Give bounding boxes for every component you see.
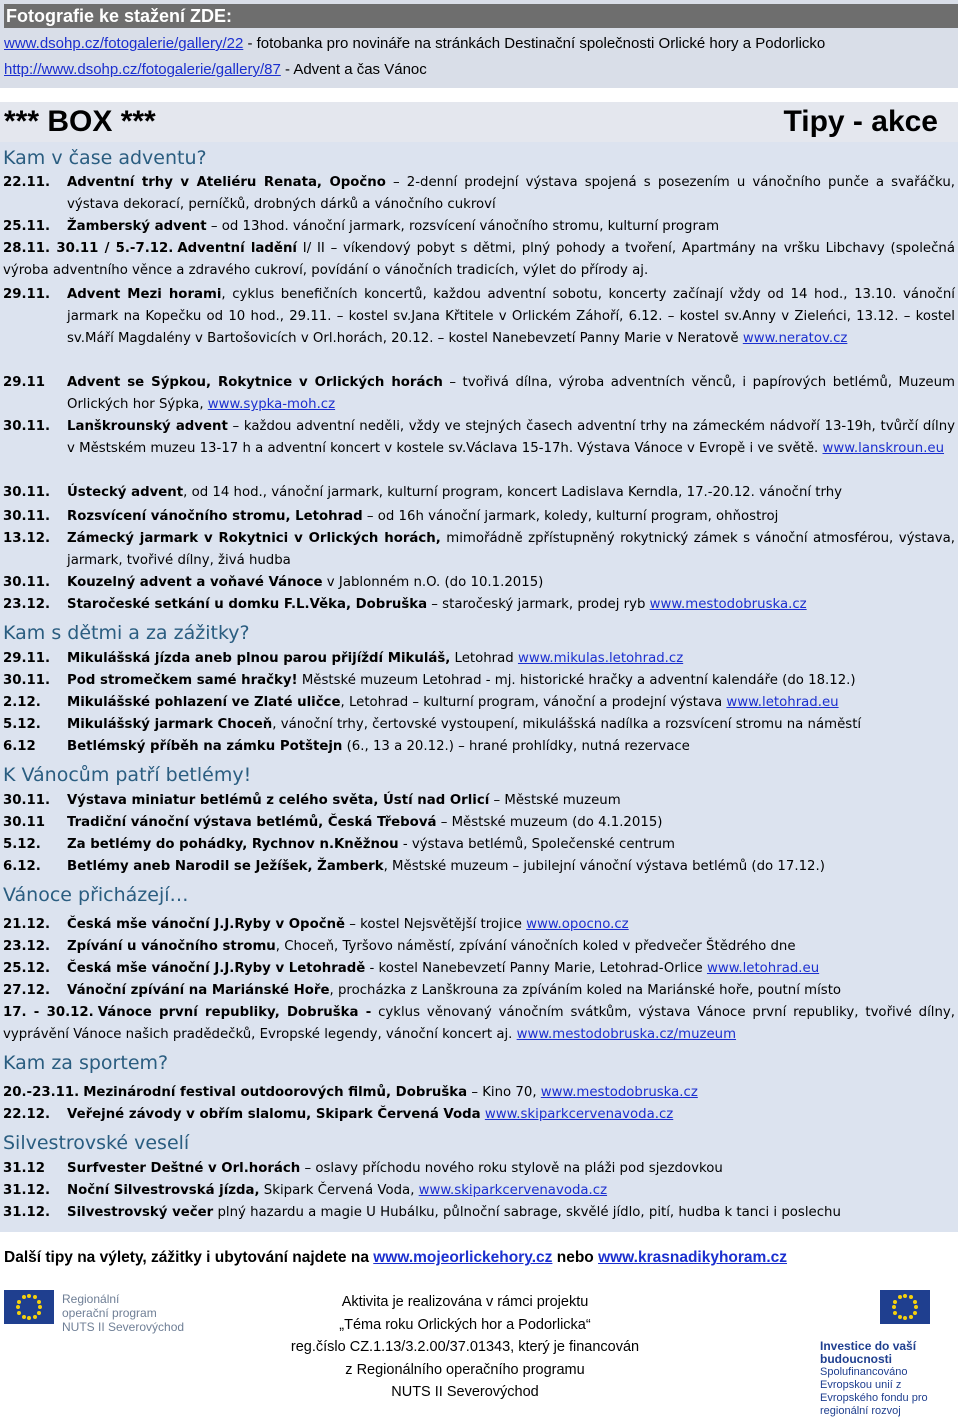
event-item [3,528,955,572]
event-text [67,528,955,572]
event-title: Mikulášská jízda aneb plnou parou přijíždí Mikuláš, [67,651,451,666]
eu-star-icon [33,1315,37,1319]
event-text [67,692,955,714]
event-description: – každou adventní neděli, vždy ve stejných časech adventní trhy na zámeckém nádvoří 13-19h, tvůrčí dílny v Městském muzeu 13-17 h a adventní koncert v kostele sv.Václava 15-17h. Výstava Vánoce v Evropě i ve světě. [67,419,955,456]
event-date: 23.12. [3,939,51,954]
event-date: 30.11. [3,793,51,808]
event-item [3,980,955,1002]
event-date: 21.12. [3,917,51,932]
project-line-2: „Téma roku Orlických hor a Podorlicka“ [339,1316,591,1333]
event-text [3,1002,955,1046]
event-item [3,1180,955,1202]
event-text [67,980,955,1002]
event-text [3,1082,955,1104]
event-item [3,482,955,504]
eu-star-icon [909,1295,913,1299]
event-item [3,594,955,616]
event-date: 6.12. [3,859,41,874]
event-title: Mikulášský jarmark Choceň [67,717,273,732]
event-title: Lanškrounský advent [67,419,228,434]
more-tips-mid: nebo [552,1249,599,1266]
event-item [3,1104,955,1126]
event-item [3,834,955,856]
event-title: Žamberský advent [67,219,207,234]
eu-star-icon [22,1295,26,1299]
event-item [3,506,955,528]
event-item [3,1202,955,1224]
event-link[interactable]: www.skiparkcervenavoda.cz [484,1107,674,1122]
event-text [67,1158,955,1180]
event-title: Rozsvícení vánočního stromu, Letohrad [67,509,363,524]
event-title: Česká mše vánoční J.J.Ryby v Opočně [67,917,346,932]
eu-star-icon [893,1311,897,1315]
event-text [67,1104,955,1126]
event-item [3,856,955,878]
event-description: - kostel Nanebevzetí Panny Marie, Letohrad-Orlice [365,961,707,976]
event-link[interactable]: www.sypka-moh.cz [207,397,336,412]
eu-star-icon [38,1305,42,1309]
event-date: 30.11. [3,575,51,590]
event-text [67,958,955,980]
tipy-title: Tipy - akce [783,105,938,138]
event-title: Vánoční zpívání na Mariánské Hoře [67,983,330,998]
event-description: – Městské muzeum [489,793,621,808]
event-description: , Letohrad – kulturní program, vánoční a prodejní výstava [340,695,727,710]
event-title: Betlémský příběh na zámku Potštejn [67,739,343,754]
event-item [3,238,955,282]
section-title: Kam s dětmi a za zážitky? [3,622,250,644]
event-title: Pod stromečkem samé hračky! [67,673,298,688]
event-item [3,936,955,958]
event-item [3,914,955,936]
event-description: mimořádně zpřístupněný rokytnický zámek s vánoční atmosférou, výstava, jarmark, tvořivé dílny, živá hudba [67,531,955,568]
event-item [3,692,955,714]
event-title: Surfvester Deštné v Orl.horách [67,1161,301,1176]
event-date: 25.12. [3,961,51,976]
more-tips-line [4,1247,787,1269]
event-item [3,172,955,216]
event-date: 13.12. [3,531,51,546]
eu-flag-left-logo [4,1290,54,1324]
event-title: Za betlémy do pohádky, Rychnov n.Kněžnou [67,837,399,852]
event-item [3,670,955,692]
event-description: – Kino 70, [467,1085,541,1100]
rop-logo-text [62,1292,184,1334]
eu-star-icon [898,1315,902,1319]
photo-link-2[interactable]: http://www.dsohp.cz/fotogalerie/gallery/87 [4,61,281,78]
event-title: Mezinárodní festival outdoorových filmů, Dobruška [83,1085,468,1100]
event-text [67,834,955,856]
eu-slogan: Investice do vaší budoucnosti [820,1339,917,1366]
eu-star-icon [27,1294,31,1298]
photo-text-1: - fotobanka pro novináře na stránkách Destinační společnosti Orlické hory a Podorlicko [243,35,826,52]
eu-star-icon [898,1295,902,1299]
event-date: 27.12. [3,983,51,998]
event-link[interactable]: www.letohrad.eu [726,695,839,710]
event-description: – 2-denní prodejní výstava spojená s posezením u vánočního punče a svařáčku, výstava dekorací, perníčků, drobných dárků a vánočního cukroví [67,175,955,212]
event-link[interactable]: www.skiparkcervenavoda.cz [418,1183,608,1198]
eu-star-icon [17,1300,21,1304]
event-title: Advent Mezi horami [67,287,222,302]
eu-flag-right-logo [880,1290,930,1324]
event-date: 22.12. [3,1107,51,1122]
event-title: Silvestrovský večer [67,1205,214,1220]
event-text [67,594,955,616]
event-item [3,216,955,238]
eu-star-icon [913,1300,917,1304]
eu-star-icon [892,1305,896,1309]
event-title: Betlémy aneb Narodil se Ježíšek, Žamberk [67,859,384,874]
event-title: Vánoce první republiky, Dobruška - [97,1005,372,1020]
event-text [67,936,955,958]
event-title: Tradiční vánoční výstava betlémů, Česká Třebová [67,815,437,830]
section-title: Silvestrovské veselí [3,1132,190,1154]
photo-heading: Fotografie ke stažení ZDE: [4,4,958,28]
event-description: , cyklus benefičních koncertů, každou adventní sobotu, koncerty začínají vždy od 14 hod., 13.10. vánoční jarmark na Kopečku od 10 hod., 29.11. – kostel sv.Jana Křtitele v Orlickém Záhoří, 6.12. – kostel sv.Anny v Zieleńci, 13.12. – kostel sv.Máří Magdalény v Bartošovicích v Orl.horách, 20.12. – kostel Nanebevzetí Panny Marie v Neratově [67,287,955,346]
eu-star-icon [37,1300,41,1304]
event-date: 31.12. [3,1183,51,1198]
event-date: 31.12 [3,1161,46,1176]
eu-star-icon [16,1305,20,1309]
event-item [3,416,955,460]
event-text [67,790,955,812]
event-date: 29.11. [3,651,51,666]
event-title: Adventní trhy v Ateliéru Renata, Opočno [67,175,386,190]
eu-star-icon [914,1305,918,1309]
event-title: Kouzelný advent a voňavé Vánoce [67,575,323,590]
event-text [67,284,955,350]
eu-star-icon [893,1300,897,1304]
event-title: Veřejné závody v obřím slalomu, Skipark Červená Voda [67,1107,481,1122]
event-date: 5.12. [3,837,41,852]
event-title: Ústecký advent [67,485,184,500]
event-text [67,506,955,528]
event-title: Noční Silvestrovská jízda, [67,1183,260,1198]
event-description: – od 16h vánoční jarmark, koledy, kulturní program, ohňostroj [362,509,779,524]
photo-line-2 [4,60,427,80]
event-title: Zpívání u vánočního stromu [67,939,276,954]
event-date: 23.12. [3,597,51,612]
event-description: plný hazardu a magie U Hubálku, půlnoční sabrage, skvělé jídlo, pití, hudba k tanci i poslechu [213,1205,841,1220]
event-description: I/ II – víkendový pobyt s dětmi, plný pohody a tvoření, Apartmány na vršku Libchavy (společná výroba adventního věnce a zdravého cukroví, povídání o vánočních tradicích, výlet do přírody aj. [3,241,955,278]
photo-text-2: - Advent a čas Vánoc [280,61,427,78]
event-item [3,284,955,350]
project-line-4: z Regionálního operačního programu [345,1361,585,1378]
event-date: 30.11. [3,509,51,524]
event-item [3,648,955,670]
event-text [67,670,955,692]
more-tips-text: Další tipy na výlety, zážitky i ubytování najdete na [4,1249,374,1266]
event-link[interactable]: www.mestodobruska.cz [540,1085,698,1100]
project-line-3: reg.číslo CZ.1.13/3.2.00/37.01343, který je financován [290,1339,640,1355]
event-item [3,372,955,416]
project-line-1: Aktivita je realizována v rámci projektu [341,1294,589,1310]
photo-download-box [0,0,958,88]
more-tips-link-2[interactable]: www.krasnadikyhoram.cz [598,1249,788,1266]
event-link[interactable]: www.mestodobruska.cz/muzeum [516,1027,737,1042]
eu-star-icon [33,1295,37,1299]
rop-line-2: operační program [62,1306,157,1320]
event-title: Česká mše vánoční J.J.Ryby v Letohradě [67,961,366,976]
event-text [67,572,955,594]
event-description: cyklus věnovaný vánočním svátkům, výstava Vánoce první republiky, tvořivé dílny, vyprávění Vánoce našich pradědečků, Evropské legendy, vánoční koncert aj. [3,1005,955,1042]
event-text [67,736,955,758]
eu-star-icon [909,1315,913,1319]
event-date: 2.12. [3,695,41,710]
event-link[interactable]: www.letohrad.eu [706,961,820,976]
event-item [3,790,955,812]
event-link[interactable]: www.mikulas.letohrad.cz [517,651,684,666]
section-title: Kam za sportem? [3,1052,169,1074]
event-description: – od 13hod. vánoční jarmark, rozsvícení vánočního stromu, kulturní program [206,219,720,234]
eu-star-icon [37,1311,41,1315]
photo-line-1 [4,34,825,54]
event-text [67,372,955,416]
event-date: 30.11 [3,815,46,830]
event-description: (6., 13 a 20.12.) – hrané prohlídky, nutná rezervace [342,739,690,754]
event-description: – oslavy příchodu nového roku stylově na pláži pod sjezdovkou [300,1161,723,1176]
event-item [3,572,955,594]
event-description: – tvořivá dílna, výroba adventních věnců, i papírových betlémů, Muzeum Orlických hor Sýpka, [67,375,955,412]
event-description: – kostel Nejsvětější trojice [345,917,527,932]
event-description: - výstava betlémů, Společenské centrum [398,837,676,852]
event-link[interactable]: www.neratov.cz [742,331,848,346]
event-date: 6.12 [3,739,36,754]
project-line-5: NUTS II Severovýchod [391,1384,539,1400]
event-date: 29.11. [3,287,51,302]
event-date: 5.12. [3,717,41,732]
event-item [3,714,955,736]
eu-star-icon [22,1315,26,1319]
event-item [3,958,955,980]
event-title: Výstava miniatur betlémů z celého světa, Ústí nad Orlicí [67,793,490,808]
photo-link-1[interactable]: www.dsohp.cz/fotogalerie/gallery/22 [4,35,244,52]
event-date: 29.11 [3,375,46,390]
event-text [67,812,955,834]
event-description: , Choceň, Tyršovo náměstí, zpívání vánočních koled v předvečer Štědrého dne [275,939,796,954]
event-item [3,1158,955,1180]
event-text [67,1180,955,1202]
rop-line-1: Regionální [62,1292,120,1306]
box-title-row [0,102,958,142]
more-tips-link-1[interactable]: www.mojeorlickehory.cz [373,1249,553,1266]
event-text [67,416,955,460]
event-item [3,1082,955,1104]
box-title: *** BOX *** [4,105,156,138]
eu-star-icon [17,1311,21,1315]
event-title: Advent se Sýpkou, Rokytnice v Orlických horách [67,375,443,390]
rop-line-3: NUTS II Severovýchod [62,1320,185,1334]
event-item [3,736,955,758]
eu-logo-text [820,1340,956,1418]
event-date: 20.-23.11. [3,1085,80,1100]
event-text [67,482,955,504]
event-link[interactable]: www.lanskroun.eu [822,441,945,456]
event-text [67,856,955,878]
event-description: Skipark Červená Voda, [259,1183,419,1198]
event-title: Mikulášské pohlazení ve Zlaté uličce [67,695,341,710]
event-description: – staročeský jarmark, prodej ryb [427,597,650,612]
event-text [67,172,955,216]
project-info [250,1291,680,1404]
event-date: 30.11. [3,419,51,434]
event-title: Staročeské setkání u domku F.L.Věka, Dobruška [67,597,428,612]
eu-star-icon [27,1316,31,1320]
event-link[interactable]: www.opocno.cz [526,917,629,932]
event-text [67,714,955,736]
section-title: K Vánocům patří betlémy! [3,764,252,786]
section-title: Kam v čase adventu? [3,147,207,169]
event-item [3,812,955,834]
event-description: , procházka z Lanškrouna za zpíváním koled na Mariánské hoře, poutní místo [329,983,842,998]
event-date: 30.11. [3,673,51,688]
event-date: 25.11. [3,219,51,234]
eu-cofinance: Spolufinancováno Evropskou unií z Evropského fondu pro regionální rozvoj [820,1366,928,1417]
event-description: , od 14 hod., vánoční jarmark, kulturní program, koncert Ladislava Kerndla, 17.-20.12. vánoční trhy [183,485,843,500]
event-text [67,648,955,670]
event-date: 30.11. [3,485,51,500]
event-text [67,216,955,238]
event-date: 28.11. 30.11 / 5.-7.12. [3,241,174,256]
event-date: 31.12. [3,1205,51,1220]
event-text [67,1202,955,1224]
event-text [67,914,955,936]
event-link[interactable]: www.mestodobruska.cz [649,597,807,612]
event-description: – Městské muzeum (do 4.1.2015) [436,815,663,830]
eu-star-icon [903,1294,907,1298]
event-title: Adventní ladění [177,241,297,256]
event-description: Městské muzeum Letohrad - mj. historické hračky a adventní kalendáře (do 18.12.) [297,673,856,688]
event-title: Zámecký jarmark v Rokytnici v Orlických horách, [67,531,441,546]
event-description: , vánoční trhy, čertovské vystoupení, mikulášská nadílka a rozsvícení stromu na náměstí [272,717,862,732]
event-item [3,1002,955,1046]
event-text [3,238,955,282]
eu-star-icon [913,1311,917,1315]
event-date: 22.11. [3,175,51,190]
eu-star-icon [903,1316,907,1320]
section-title: Vánoce přicházejí… [3,884,189,906]
event-description: v Jablonném n.O. (do 10.1.2015) [322,575,544,590]
event-description: , Městské muzeum – jubilejní vánoční výstava betlémů (do 17.12.) [383,859,825,874]
event-description: Letohrad [450,651,518,666]
event-date: 17. - 30.12. [3,1005,94,1020]
